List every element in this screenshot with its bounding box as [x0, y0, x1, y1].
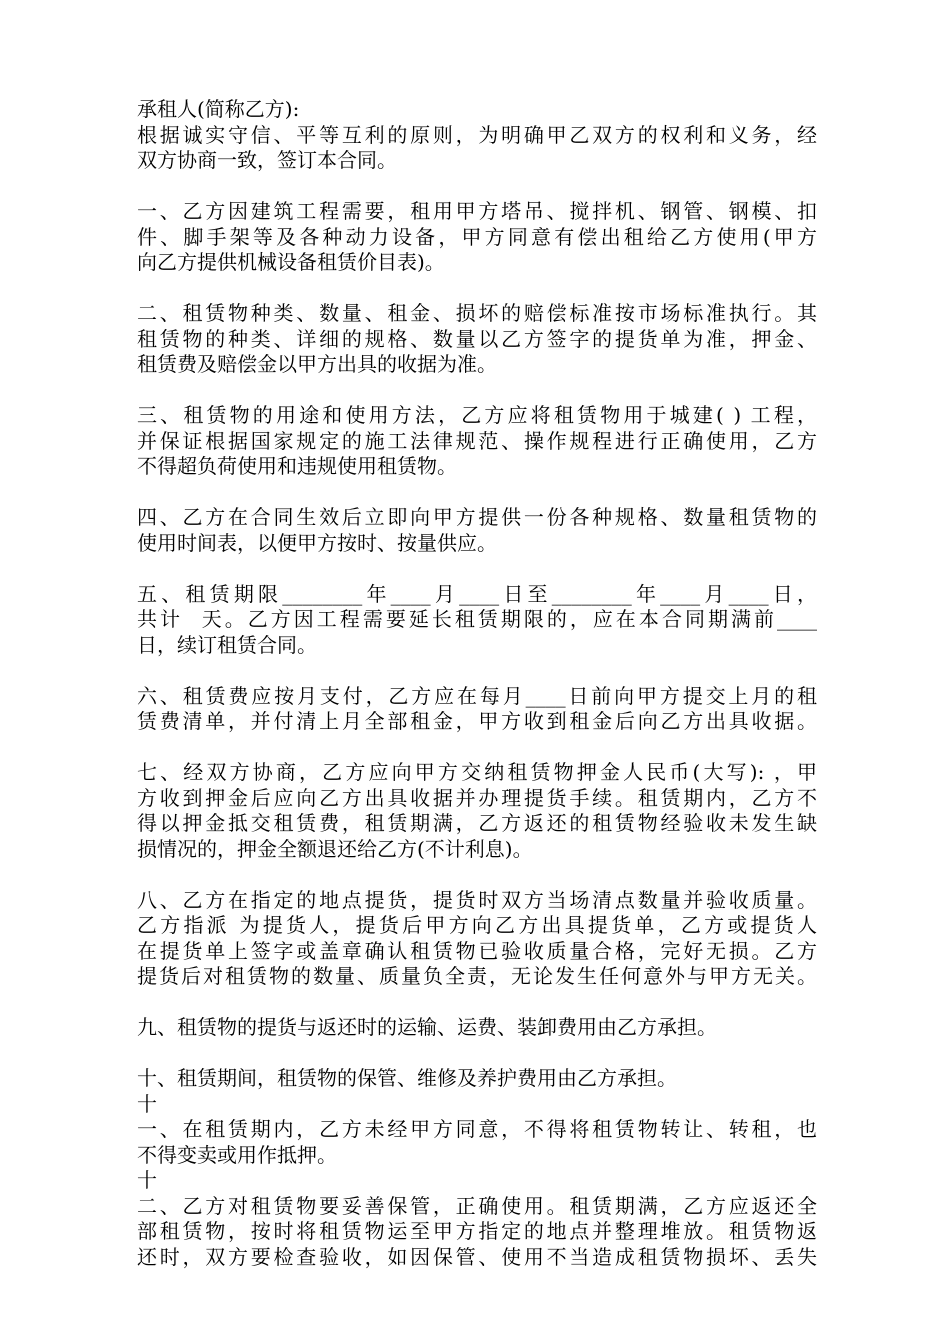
paragraph-gap: [137, 480, 817, 506]
preamble-line: 根据诚实守信、平等互利的原则，为明确甲乙双方的权利和义务，经: [137, 122, 817, 147]
clause-6-line: 赁费清单，并付清上月全部租金，甲方收到租金后向乙方出具收据。: [137, 709, 817, 733]
clause-11-line: 一、在租赁期内，乙方未经甲方同意，不得将租赁物转让、转租，也: [137, 1117, 817, 1141]
paragraph-gap: [137, 990, 817, 1016]
clause-7-line: 方收到押金后应向乙方出具收据并办理提货手续。租赁期内，乙方不: [137, 785, 817, 810]
contract-body: [137, 97, 817, 1270]
paragraph-gap: [137, 735, 817, 761]
paragraph-gap: [137, 556, 817, 582]
clause-8-line: 提货后对租赁物的数量、质量负全责，无论发生任何意外与甲方无关。: [137, 964, 817, 988]
clause-2-line: 租赁物的种类、详细的规格、数量以乙方签字的提货单为准，押金、: [137, 326, 817, 351]
clause-5-line: 日，续订租赁合同。: [137, 632, 317, 657]
clause-5-line: 共计 天。乙方因工程需要延长租赁期限的，应在本合同期满前____: [137, 607, 817, 631]
paragraph-gap: [137, 1041, 817, 1067]
clause-2-line: 租赁费及赔偿金以甲方出具的收据为准。: [137, 352, 497, 376]
clause-9-line: 九、租赁物的提货与返还时的运输、运费、装卸费用由乙方承担。: [137, 1015, 717, 1039]
paragraph-gap: [137, 276, 817, 302]
clause-12-line: 二、乙方对租赁物要妥善保管，正确使用。租赁期满，乙方应返还全: [137, 1193, 817, 1218]
clause-8-line: 在提货单上签字或盖章确认租赁物已验收质量合格，完好无损。乙方: [137, 938, 817, 963]
clause-12-line: 还时，双方要检查验收，如因保管、使用不当造成租赁物损坏、丢失: [137, 1244, 817, 1269]
clause-1-line: 件、脚手架等及各种动力设备，甲方同意有偿出租给乙方使用(甲方: [137, 224, 817, 249]
clause-1-line: 一、乙方因建筑工程需要，租用甲方塔吊、搅拌机、钢管、钢模、扣: [137, 199, 817, 223]
clause-12-line: 部租赁物，按时将租赁物运至甲方指定的地点并整理堆放。租赁物返: [137, 1219, 817, 1243]
clause-11-number-line: 十: [137, 1091, 157, 1116]
paragraph-gap: [137, 658, 817, 684]
clause-4-line: 四、乙方在合同生效后立即向甲方提供一份各种规格、数量租赁物的: [137, 505, 817, 529]
paragraph-gap: [137, 174, 817, 200]
clause-4-line: 使用时间表，以便甲方按时、按量供应。: [137, 530, 497, 555]
clause-7-line: 损情况的，押金全额退还给乙方(不计利息)。: [137, 836, 533, 861]
clause-7-line: 七、经双方协商，乙方应向甲方交纳租赁物押金人民币(大写): ，甲: [137, 760, 817, 784]
clause-10-line: 十、租赁期间，租赁物的保管、维修及养护费用由乙方承担。: [137, 1066, 677, 1090]
clause-12-number-line: 十: [137, 1168, 157, 1192]
lessee-label-line: 承租人(简称乙方):: [137, 97, 300, 121]
clause-5-line: 五、租赁期限________年____月____日至________年____月____日，: [137, 581, 817, 606]
paragraph-gap: [137, 378, 817, 404]
paragraph-gap: [137, 862, 817, 888]
clause-7-line: 得以押金抵交租赁费，租赁期满，乙方返还的租赁物经验收未发生缺: [137, 811, 817, 835]
clause-1-line: 向乙方提供机械设备租赁价目表)。: [137, 250, 445, 274]
clause-8-line: 八、乙方在指定的地点提货，提货时双方当场清点数量并验收质量。: [137, 887, 817, 912]
clause-2-line: 二、租赁物种类、数量、租金、损坏的赔偿标准按市场标准执行。其: [137, 301, 817, 325]
preamble-line: 双方协商一致，签订本合同。: [137, 148, 397, 172]
clause-3-line: 并保证根据国家规定的施工法律规范、操作规程进行正确使用，乙方: [137, 428, 817, 453]
clause-6-line: 六、租赁费应按月支付，乙方应在每月____日前向甲方提交上月的租: [137, 683, 817, 708]
clause-3-line: 三、租赁物的用途和使用方法，乙方应将租赁物用于城建( ) 工程，: [137, 403, 817, 427]
clause-8-line: 乙方指派 为提货人，提货后甲方向乙方出具提货单，乙方或提货人: [137, 913, 817, 937]
clause-3-line: 不得超负荷使用和违规使用租赁物。: [137, 454, 457, 478]
clause-11-line: 不得变卖或用作抵押。: [137, 1142, 337, 1167]
